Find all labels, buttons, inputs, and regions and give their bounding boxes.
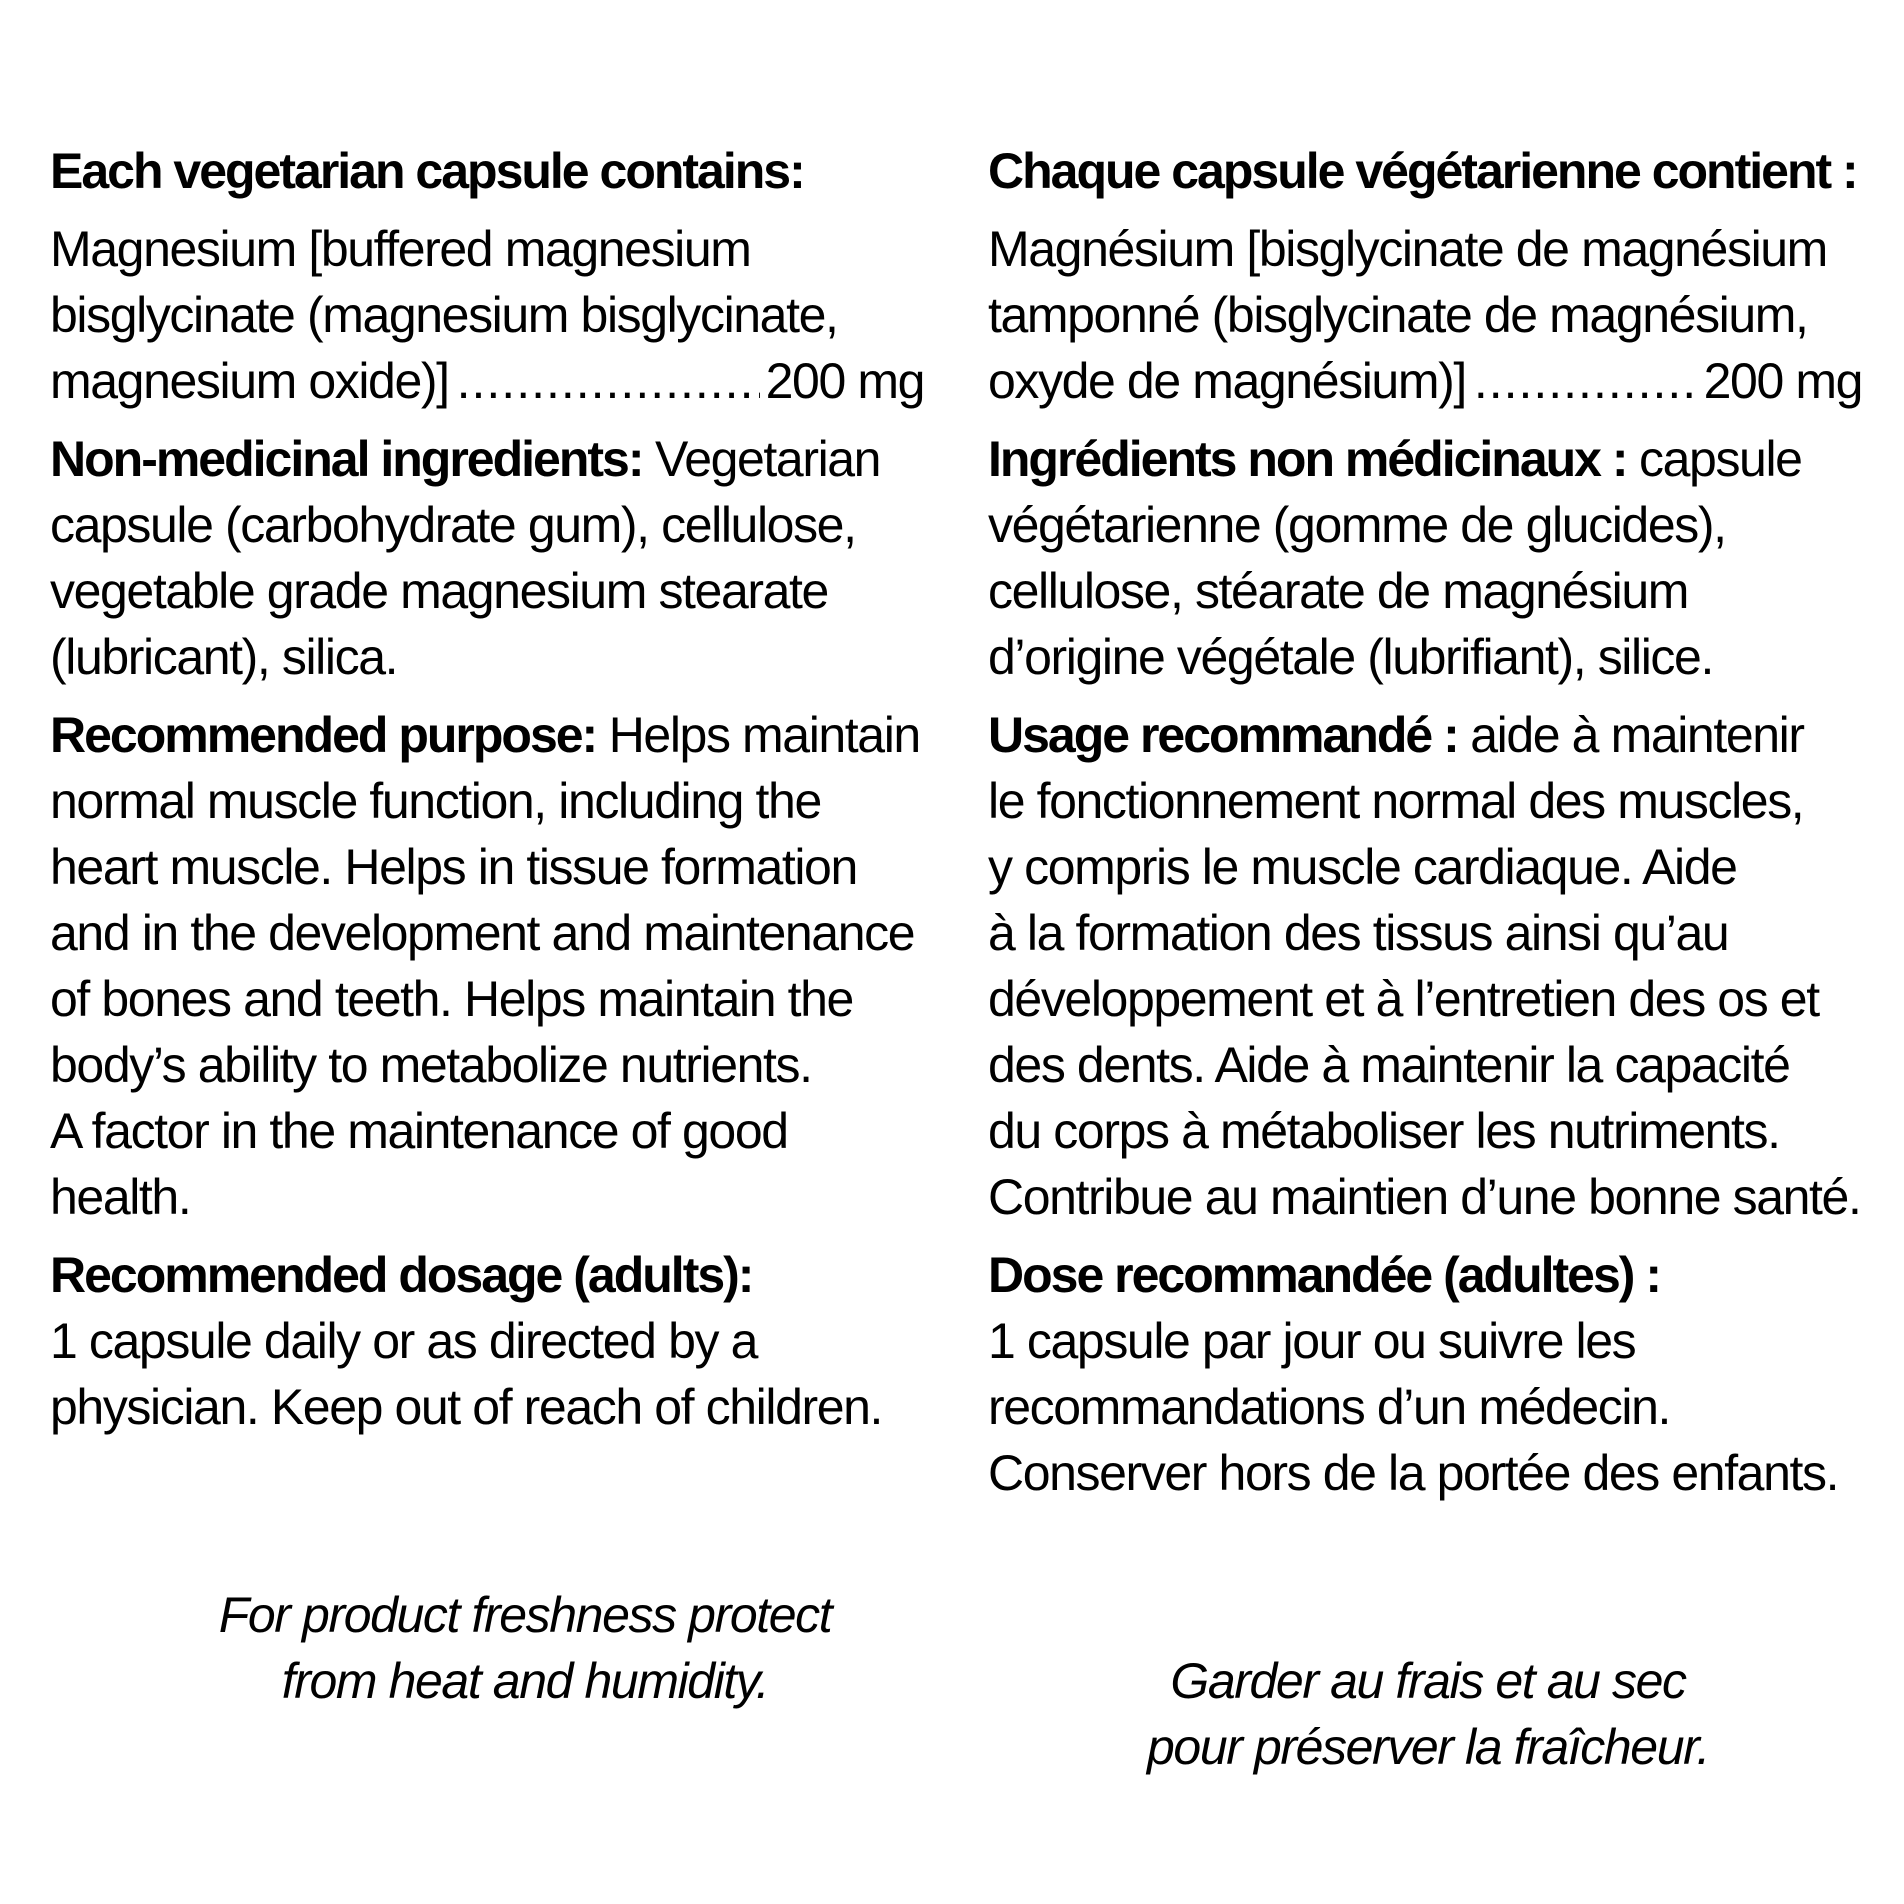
purpose-line-fr: à la formation des tissus ainsi qu’au [988,905,1729,961]
ingredient-line-en: Magnesium [buffered magnesium [50,221,751,277]
dosage-heading-en: Recommended dosage (adults): [50,1247,753,1303]
purpose-line-en: A factor in the maintenance of good [50,1103,788,1159]
dosage-section-fr [988,1242,1888,1506]
dosage-line-fr: Conserver hors de la portée des enfants. [988,1445,1839,1501]
purpose-text-en: Helps maintain [596,707,920,763]
nonmedicinal-line-fr: végétarienne (gomme de glucides), [988,497,1726,553]
purpose-line-fr: y compris le muscle cardiaque. Aide [988,839,1737,895]
purpose-line-fr: le fonctionnement normal des muscles, [988,773,1804,829]
ingredient-line-en: bisglycinate (magnesium bisglycinate, [50,287,838,343]
french-column [988,138,1888,1518]
purpose-heading-en: Recommended purpose: [50,707,597,763]
nonmedicinal-text-fr: capsule [1626,431,1802,487]
nonmedicinal-line-en: (lubricant), silica. [50,629,398,685]
storage-line-en: from heat and humidity. [281,1653,769,1709]
purpose-heading-fr: Usage recommandé : [988,707,1458,763]
purpose-text-fr: aide à maintenir [1457,707,1804,763]
purpose-section-fr [988,702,1888,1230]
nonmedicinal-section-en [50,426,950,690]
purpose-line-en: heart muscle. Helps in tissue formation [50,839,857,895]
storage-note-en [50,1582,1000,1714]
dosage-section-en [50,1242,950,1440]
ingredient-amount-fr: 200 mg [1703,353,1862,409]
contains-heading-en: Each vegetarian capsule contains: [50,143,804,199]
purpose-line-fr: des dents. Aide à maintenir la capacité [988,1037,1790,1093]
dot-leader [457,348,760,414]
contains-section-fr [988,138,1888,204]
ingredient-last-line-fr: oxyde de magnésium)] [988,353,1466,409]
ingredient-amount-row-en [50,348,924,414]
ingredient-last-line-en: magnesium oxide)] [50,353,449,409]
purpose-line-fr: du corps à métaboliser les nutriments. [988,1103,1780,1159]
purpose-line-fr: Contribue au maintien d’une bonne santé. [988,1169,1861,1225]
purpose-line-en: body’s ability to metabolize nutrients. [50,1037,812,1093]
dosage-line-en: 1 capsule daily or as directed by a [50,1313,757,1369]
dosage-heading-fr: Dose recommandée (adultes) : [988,1247,1660,1303]
storage-line-en: For product freshness protect [218,1587,832,1643]
storage-line-fr: Garder au frais et au sec [1170,1653,1686,1709]
storage-line-fr: pour préserver la fraîcheur. [1147,1719,1709,1775]
ingredient-amount-row-fr [988,348,1862,414]
purpose-section-en [50,702,950,1230]
purpose-line-fr: développement et à l’entretien des os et [988,971,1819,1027]
contains-heading-fr: Chaque capsule végétarienne contient : [988,143,1857,199]
nonmedicinal-heading-fr: Ingrédients non médicinaux : [988,431,1627,487]
nonmedicinal-line-fr: cellulose, stéarate de magnésium [988,563,1689,619]
nonmedicinal-line-fr: d’origine végétale (lubrifiant), silice. [988,629,1713,685]
nonmedicinal-section-fr [988,426,1888,690]
nonmedicinal-text-en: Vegetarian [642,431,881,487]
dosage-line-en: physician. Keep out of reach of children. [50,1379,883,1435]
ingredient-line-fr: tamponné (bisglycinate de magnésium, [988,287,1808,343]
dosage-line-fr: 1 capsule par jour ou suivre les [988,1313,1636,1369]
nonmedicinal-line-en: vegetable grade magnesium stearate [50,563,828,619]
dosage-line-fr: recommandations d’un médecin. [988,1379,1671,1435]
ingredient-line-fr: Magnésium [bisglycinate de magnésium [988,221,1827,277]
nonmedicinal-heading-en: Non-medicinal ingredients: [50,431,643,487]
purpose-line-en: of bones and teeth. Helps maintain the [50,971,853,1027]
purpose-line-en: and in the development and maintenance [50,905,915,961]
dot-leader [1474,348,1698,414]
purpose-line-en: health. [50,1169,191,1225]
english-column [50,138,950,1452]
ingredient-section-en [50,216,950,414]
contains-section-en [50,138,950,204]
purpose-line-en: normal muscle function, including the [50,773,821,829]
ingredient-section-fr [988,216,1888,414]
nonmedicinal-line-en: capsule (carbohydrate gum), cellulose, [50,497,856,553]
storage-note-fr [988,1648,1868,1780]
ingredient-amount-en: 200 mg [765,353,924,409]
